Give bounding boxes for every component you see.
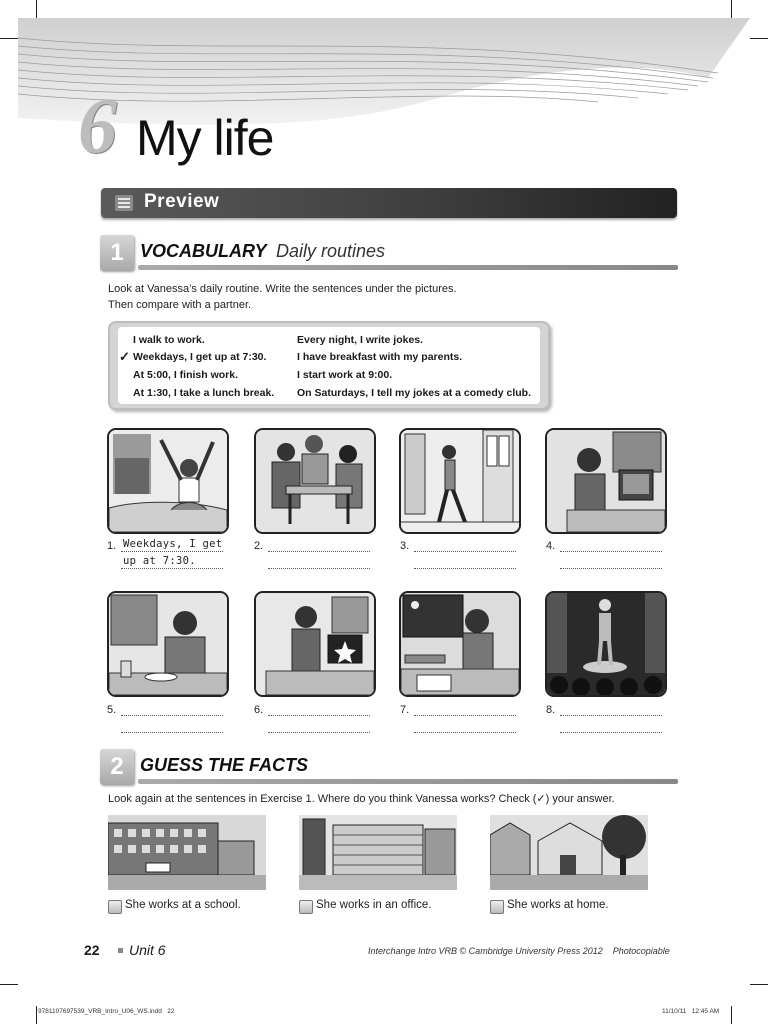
word-box-item: On Saturdays, I tell my jokes at a comedy club. bbox=[297, 387, 531, 399]
word-box-item: At 5:00, I finish work. bbox=[133, 369, 239, 381]
picture-comedy-club bbox=[545, 591, 667, 697]
picture-home bbox=[490, 815, 648, 890]
option-label: She works at a school. bbox=[125, 899, 241, 911]
crop-mark bbox=[750, 38, 768, 39]
check-mark-icon: ✓ bbox=[119, 349, 130, 364]
picture-lunch-break bbox=[107, 591, 229, 697]
picture-write-jokes bbox=[399, 591, 521, 697]
crop-mark bbox=[0, 984, 18, 985]
exercise-number-badge: 2 bbox=[100, 749, 134, 785]
handwritten-answer: up at 7:30. bbox=[123, 555, 196, 567]
exercise-subtitle: Daily routines bbox=[276, 241, 386, 261]
option-checkbox[interactable] bbox=[490, 900, 504, 914]
word-box-item: At 1:30, I take a lunch break. bbox=[133, 387, 275, 399]
section-rule bbox=[138, 779, 678, 784]
answer-line[interactable] bbox=[121, 551, 223, 552]
option-checkbox[interactable] bbox=[299, 900, 313, 914]
page-title: My life bbox=[136, 110, 274, 166]
answer-line[interactable] bbox=[121, 568, 223, 569]
answer-line[interactable] bbox=[560, 732, 662, 733]
footer-unit: Unit 6 bbox=[129, 942, 166, 958]
crop-mark bbox=[750, 984, 768, 985]
exercise-title: VOCABULARY bbox=[140, 241, 267, 261]
answer-line[interactable] bbox=[560, 568, 662, 569]
word-box-item: I start work at 9:00. bbox=[297, 369, 393, 381]
word-box-item: I have breakfast with my parents. bbox=[297, 351, 463, 363]
word-box-item: Every night, I write jokes. bbox=[297, 334, 424, 346]
answer-line[interactable] bbox=[414, 568, 516, 569]
picture-start-work bbox=[545, 428, 667, 534]
unit-number: 6 bbox=[78, 82, 117, 169]
answer-line[interactable] bbox=[121, 732, 223, 733]
menu-lines-icon bbox=[115, 195, 133, 211]
option-label: She works at home. bbox=[507, 899, 609, 911]
instruction-text: Look at Vanessa’s daily routine. Write the sentences under the pictures. bbox=[108, 283, 457, 295]
answer-line[interactable] bbox=[560, 715, 662, 716]
picture-wake-up bbox=[107, 428, 229, 534]
answer-line[interactable] bbox=[414, 551, 516, 552]
answer-line[interactable] bbox=[268, 715, 370, 716]
picture-office bbox=[299, 815, 457, 890]
crop-mark bbox=[36, 1006, 37, 1024]
answer-line[interactable] bbox=[414, 715, 516, 716]
handwritten-answer: Weekdays, I get bbox=[123, 538, 223, 550]
exercise-number-badge: 1 bbox=[100, 235, 134, 271]
preview-banner bbox=[101, 188, 677, 218]
print-slug-date: 11/10/11 12:45 AM bbox=[662, 1008, 720, 1015]
instruction-text: Then compare with a partner. bbox=[108, 299, 252, 311]
instruction-text: Look again at the sentences in Exercise 1. Where do you think Vanessa works? Check (✓) your answer. bbox=[108, 793, 615, 805]
answer-line[interactable] bbox=[268, 732, 370, 733]
answer-line[interactable] bbox=[121, 715, 223, 716]
crop-mark bbox=[731, 0, 732, 18]
answer-number: 2. bbox=[254, 540, 264, 552]
word-box-item: I walk to work. bbox=[133, 334, 205, 346]
option-checkbox[interactable] bbox=[108, 900, 122, 914]
picture-breakfast bbox=[254, 428, 376, 534]
answer-number: 1. bbox=[107, 540, 117, 552]
answer-line[interactable] bbox=[414, 732, 516, 733]
picture-walk-to-work bbox=[399, 428, 521, 534]
crop-mark bbox=[731, 1006, 732, 1024]
answer-number: 6. bbox=[254, 704, 264, 716]
answer-number: 3. bbox=[400, 540, 410, 552]
footer-separator bbox=[118, 948, 123, 953]
preview-label: Preview bbox=[144, 191, 220, 212]
answer-line[interactable] bbox=[268, 568, 370, 569]
option-label: She works in an office. bbox=[316, 899, 432, 911]
crop-mark bbox=[36, 0, 37, 18]
word-box-item: Weekdays, I get up at 7:30. bbox=[133, 351, 267, 363]
picture-school bbox=[108, 815, 266, 890]
answer-number: 4. bbox=[546, 540, 556, 552]
exercise-title: GUESS THE FACTS bbox=[140, 755, 309, 775]
answer-number: 5. bbox=[107, 704, 117, 716]
copyright-text: Interchange Intro VRB © Cambridge University Press 2012 Photocopiable bbox=[368, 946, 670, 956]
answer-number: 7. bbox=[400, 704, 410, 716]
answer-line[interactable] bbox=[560, 551, 662, 552]
answer-line[interactable] bbox=[268, 551, 370, 552]
section-rule bbox=[138, 265, 678, 270]
crop-mark bbox=[0, 38, 18, 39]
answer-number: 8. bbox=[546, 704, 556, 716]
print-slug: 9781107697539_VRB_Intro_U06_WS.indd 22 bbox=[38, 1008, 175, 1015]
picture-finish-work bbox=[254, 591, 376, 697]
page-number: 22 bbox=[84, 942, 100, 958]
